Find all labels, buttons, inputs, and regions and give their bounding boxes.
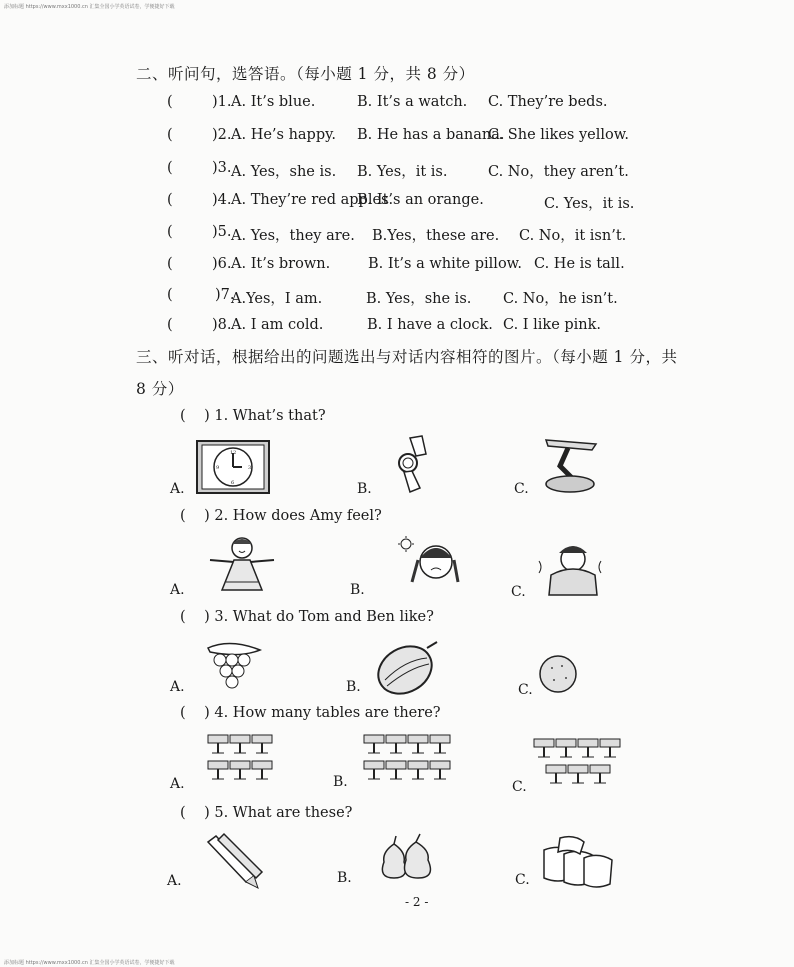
question-2: ( ) 2. How does Amy feel?	[180, 508, 382, 524]
answer-blank-7[interactable]: (	[167, 287, 173, 303]
orange-icon	[538, 654, 578, 694]
table-icon	[208, 761, 228, 779]
option-a-5[interactable]: A. Yes，they are.	[231, 228, 355, 244]
option-c-5[interactable]: C. No，it isn’t.	[519, 228, 627, 244]
option-b-2[interactable]: B. He has a banana.	[357, 127, 505, 143]
q5-option-b[interactable]: B.	[337, 870, 352, 886]
pillows-icon	[540, 834, 616, 890]
question-number-7: )7.	[215, 287, 235, 303]
answer-blank-6[interactable]: (	[167, 256, 173, 272]
question-1-label: ) 1. What’s that?	[204, 408, 326, 424]
option-c-3[interactable]: C. No，they aren’t.	[488, 164, 629, 180]
table-icon	[408, 761, 428, 779]
q4-option-a[interactable]: A.	[170, 776, 185, 792]
q4-option-b[interactable]: B.	[333, 774, 348, 790]
option-a-4[interactable]: A. They’re red apples.	[231, 192, 394, 208]
svg-text:12: 12	[230, 450, 237, 456]
eight-tables-icon	[362, 733, 458, 785]
table-icon	[364, 761, 384, 779]
table-icon	[546, 765, 566, 783]
table-icon	[430, 761, 450, 779]
table-icon	[590, 765, 610, 783]
option-c-6[interactable]: C. He is tall.	[534, 256, 625, 272]
q3-option-a[interactable]: A.	[170, 679, 185, 695]
cold-girl-icon	[535, 541, 605, 597]
q2-option-b[interactable]: B.	[350, 582, 365, 598]
q3-option-c[interactable]: C.	[518, 682, 533, 698]
question-number-4: )4.	[212, 192, 232, 208]
q1-option-a[interactable]: A.	[170, 481, 185, 497]
option-c-8[interactable]: C. I like pink.	[503, 317, 602, 333]
watermelon-icon	[375, 640, 441, 694]
option-a-1[interactable]: A. It’s blue.	[231, 94, 316, 110]
svg-text:9: 9	[216, 465, 220, 471]
option-b-5[interactable]: B.Yes，these are.	[372, 228, 500, 244]
table-icon	[230, 735, 250, 753]
option-b-3[interactable]: B. Yes，it is.	[357, 164, 448, 180]
option-a-3[interactable]: A. Yes，she is.	[231, 164, 337, 180]
answer-blank-4[interactable]: (	[167, 192, 173, 208]
table-icon	[430, 735, 450, 753]
option-b-8[interactable]: B. I have a clock.	[367, 317, 493, 333]
q1-option-b[interactable]: B.	[357, 481, 372, 497]
question-number-8: )8.	[212, 317, 232, 333]
q2-option-a[interactable]: A.	[170, 582, 185, 598]
seven-tables-icon	[534, 737, 634, 789]
option-a-6[interactable]: A. It’s brown.	[231, 256, 331, 272]
question-number-6: )6.	[212, 256, 232, 272]
table-lamp-icon	[538, 436, 600, 494]
option-b-6[interactable]: B. It’s a white pillow.	[368, 256, 522, 272]
svg-text:6: 6	[231, 480, 235, 486]
question-number-3: )3.	[212, 160, 232, 176]
answer-blank-2[interactable]: (	[167, 127, 173, 143]
page-number: - 2 -	[405, 895, 429, 909]
answer-blank-3[interactable]: (	[167, 160, 173, 176]
question-3: ( ) 3. What do Tom and Ben like?	[180, 609, 434, 625]
option-c-1[interactable]: C. They’re beds.	[488, 94, 608, 110]
question-3-label: ) 3. What do Tom and Ben like?	[204, 609, 434, 625]
table-icon	[386, 761, 406, 779]
table-icon	[208, 735, 228, 753]
option-a-8[interactable]: A. I am cold.	[231, 317, 324, 333]
answer-blank-8[interactable]: (	[167, 317, 173, 333]
option-b-1[interactable]: B. It’s a watch.	[357, 94, 468, 110]
six-tables-icon	[206, 733, 278, 785]
table-icon	[386, 735, 406, 753]
header-note: 添加标题 https://www.mxx1000.cn 汇集全国小学英语试卷，学便捷好下载	[4, 4, 175, 10]
question-5-label: ) 5. What are these?	[204, 805, 353, 821]
q5-option-a[interactable]: A.	[167, 873, 182, 889]
option-c-7[interactable]: C. No，he isn’t.	[503, 291, 618, 307]
table-icon	[556, 739, 576, 757]
table-icon	[364, 735, 384, 753]
happy-girl-icon	[206, 534, 278, 598]
option-c-4[interactable]: C. Yes，it is.	[544, 196, 635, 212]
question-5: ( ) 5. What are these?	[180, 805, 353, 821]
pears-icon	[376, 834, 446, 880]
footer-note: 添加标题 https://www.mxx1000.cn 汇集全国小学英语试卷，学便捷好下载	[4, 960, 175, 966]
table-icon	[252, 761, 272, 779]
question-1: ( ) 1. What’s that?	[180, 408, 326, 424]
q4-option-c[interactable]: C.	[512, 779, 527, 795]
question-4-label: ) 4. How many tables are there?	[204, 705, 441, 721]
table-icon	[534, 739, 554, 757]
q5-option-c[interactable]: C.	[515, 872, 530, 888]
question-4: ( ) 4. How many tables are there?	[180, 705, 441, 721]
question-number-5: )5.	[212, 224, 232, 240]
question-number-2: )2.	[212, 127, 232, 143]
question-2-label: ) 2. How does Amy feel?	[204, 508, 382, 524]
q2-option-c[interactable]: C.	[511, 584, 526, 600]
option-c-2[interactable]: C. She likes yellow.	[488, 127, 630, 143]
table-icon	[230, 761, 250, 779]
hot-girl-icon	[396, 536, 464, 592]
answer-blank-1[interactable]: (	[167, 94, 173, 110]
option-b-7[interactable]: B. Yes，she is.	[366, 291, 472, 307]
table-icon	[252, 735, 272, 753]
clock-icon	[196, 440, 270, 494]
question-number-1: )1.	[212, 94, 232, 110]
wristwatch-icon	[392, 436, 432, 494]
option-a-7[interactable]: A.Yes，I am.	[231, 291, 323, 307]
table-icon	[600, 739, 620, 757]
section2-title: 二、听问句，选答语。（每小题 1 分，共 8 分）	[136, 65, 475, 83]
table-icon	[408, 735, 428, 753]
svg-text:3: 3	[248, 465, 252, 471]
section3-title-line1: 三、听对话，根据给出的问题选出与对话内容相符的图片。（每小题 1 分，共	[136, 348, 678, 366]
grapes-icon	[200, 638, 266, 692]
q1-option-c[interactable]: C.	[514, 481, 529, 497]
table-icon	[578, 739, 598, 757]
answer-blank-5[interactable]: (	[167, 224, 173, 240]
q3-option-b[interactable]: B.	[346, 679, 361, 695]
section3-title-line2: 8 分）	[136, 380, 184, 398]
table-icon	[568, 765, 588, 783]
pencils-icon	[204, 836, 266, 890]
option-a-2[interactable]: A. He’s happy.	[231, 127, 336, 143]
option-b-4[interactable]: B. It’s an orange.	[357, 192, 484, 208]
